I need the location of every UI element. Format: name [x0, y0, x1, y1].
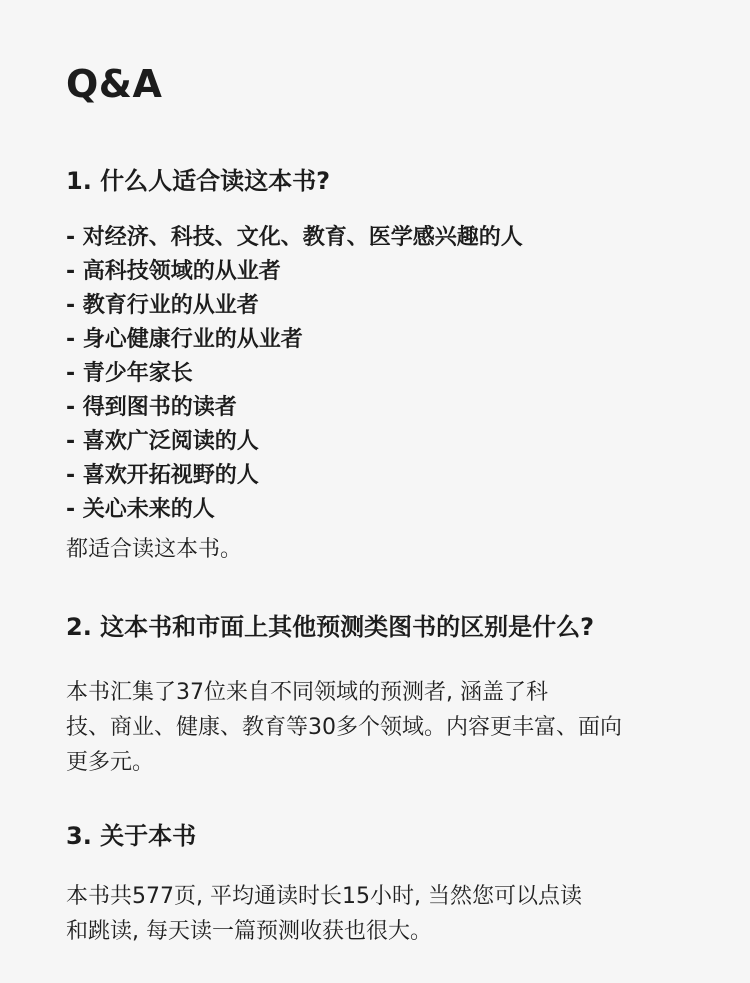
section-1-conclusion: 都适合读这本书。 [66, 537, 243, 562]
list-item: - 教育行业的从业者 [66, 293, 259, 318]
audience-list [66, 221, 523, 527]
list-item: - 身心健康行业的从业者 [66, 327, 303, 352]
body-line: 更多元。 [66, 750, 155, 775]
list-item: - 喜欢广泛阅读的人 [66, 429, 259, 454]
section-3-heading: 3. 关于本书 [66, 822, 197, 850]
list-item: - 关心未来的人 [66, 497, 215, 522]
body-line: 本书汇集了37位来自不同领域的预测者, 涵盖了科 [66, 680, 548, 705]
body-line: 和跳读, 每天读一篇预测收获也很大。 [66, 919, 432, 944]
list-item: - 对经济、科技、文化、教育、医学感兴趣的人 [66, 225, 523, 250]
list-item: - 高科技领域的从业者 [66, 259, 281, 284]
list-item: - 青少年家长 [66, 361, 193, 386]
section-2-heading: 2. 这本书和市面上其他预测类图书的区别是什么? [66, 613, 595, 641]
list-item: - 喜欢开拓视野的人 [66, 463, 259, 488]
section-1-heading: 1. 什么人适合读这本书? [66, 167, 331, 195]
section-2-body [66, 675, 686, 780]
body-line: 本书共577页, 平均通读时长15小时, 当然您可以点读 [66, 884, 582, 909]
list-item: - 得到图书的读者 [66, 395, 237, 420]
section-3-body [66, 879, 696, 949]
page-title: Q&A [66, 62, 163, 106]
body-line: 技、商业、健康、教育等30多个领域。内容更丰富、面向 [66, 715, 622, 740]
